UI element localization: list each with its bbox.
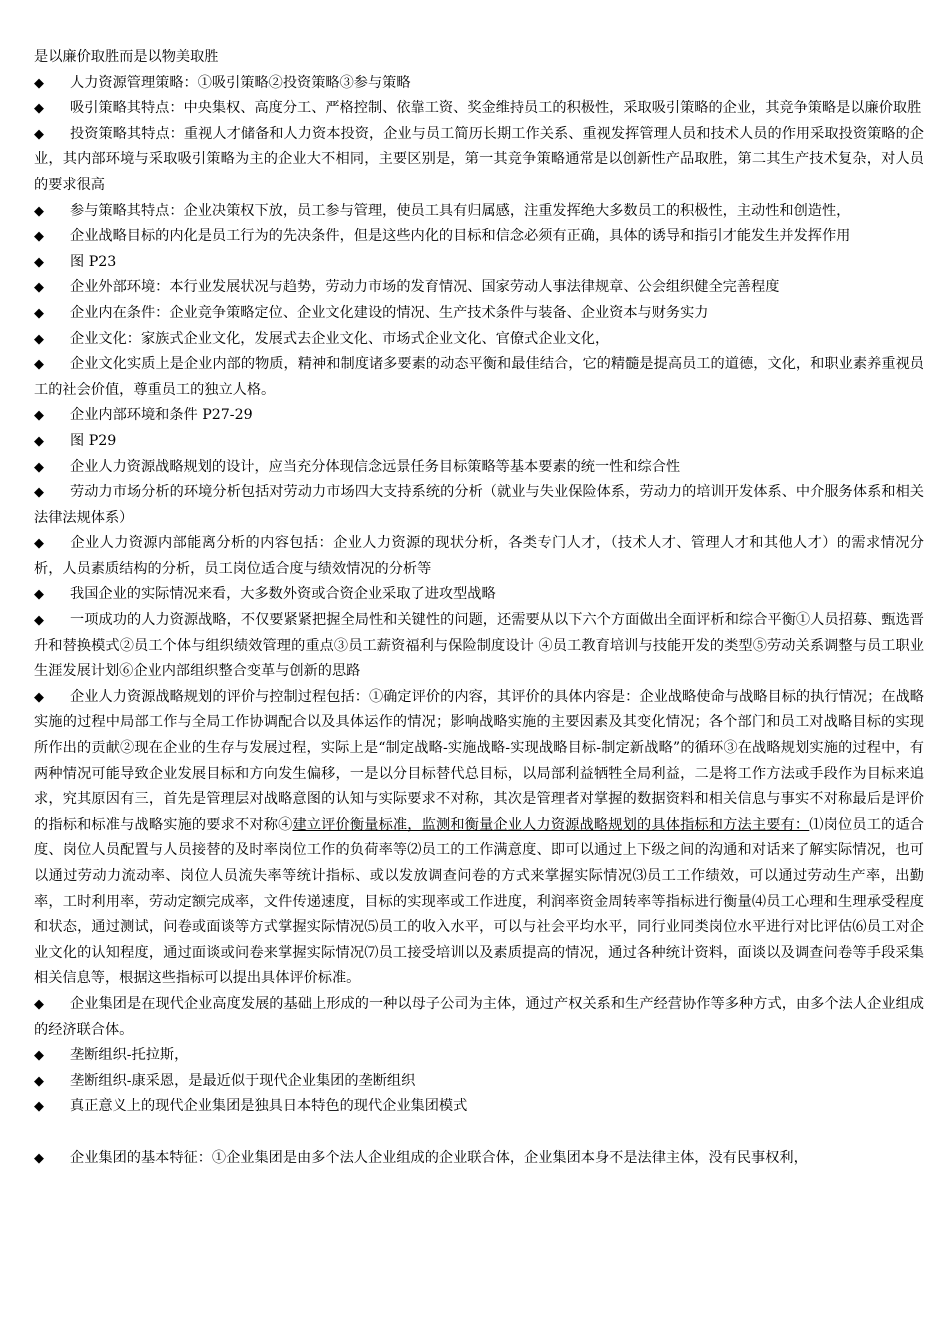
diamond-bullet-icon: ◆	[34, 331, 44, 347]
bullet-item-text: 企业内在条件：企业竞争策略定位、企业文化建设的情况、生产技术条件与装备、企业资本与财务实力	[70, 304, 709, 321]
bullet-item-text: 参与策略其特点：企业决策权下放，员工参与管理，使员工具有归属感，注重发挥绝大多数员工的积极性，主动性和创造性，	[70, 202, 851, 219]
bullet-item-text: 企业文化实质上是企业内部的物质，精神和制度诸多要素的动态平衡和最佳结合，它的精髓是提高员工的道德，文化，和职业素养重视员工的社会价值，尊重员工的独立人格。	[34, 356, 924, 398]
evaluation-text-underlined: 建立评价衡量标准，监测和衡量企业人力资源战略规划的具体指标和方法主要有：	[292, 816, 810, 833]
bullet-item	[34, 992, 924, 1043]
diamond-bullet-icon: ◆	[34, 280, 44, 296]
bullet-item-text: 一项成功的人力资源战略，不仅要紧紧把握全局性和关键性的问题，还需要从以下六个方面做出全面评析和综合平衡①人员招募、甄选晋升和替换模式②员工个体与组织绩效管理的重点③员工薪资福利与保险制度设计 ④员工教育培训与技能开发的类型⑤劳动关系调整与员工职业生涯发展计划⑥企业内部组织整合变革与创新的思路	[34, 612, 924, 680]
bullet-item	[34, 1043, 924, 1069]
diamond-bullet-icon: ◆	[34, 1150, 44, 1166]
diamond-bullet-icon: ◆	[34, 229, 44, 245]
bullet-item-text: 劳动力市场分析的环境分析包括对劳动力市场四大支持系统的分析（就业与失业保险体系，劳动力的培训开发体系、中介服务体系和相关法律法规体系）	[34, 484, 924, 526]
diamond-bullet-icon: ◆	[34, 305, 44, 321]
diamond-bullet-icon: ◆	[34, 1073, 44, 1089]
diamond-bullet-icon: ◆	[34, 203, 44, 219]
group-features-text: 企业集团的基本特征：①企业集团是由多个法人企业组成的企业联合体，企业集团本身不是法律主体，没有民事权利，	[70, 1149, 808, 1166]
bullet-item-text: 图 P23	[70, 253, 117, 270]
bullet-item	[34, 1094, 924, 1120]
bullet-item-text: 我国企业的实际情况来看，大多数外资或合资企业采取了进攻型战略	[70, 586, 496, 603]
bullet-item	[34, 199, 924, 225]
bullet-item-text: 企业人力资源内部能离分析的内容包括：企业人力资源的现状分析，各类专门人才，（技术人才、管理人才和其他人才）的需求情况分析，人员素质结构的分析，员工岗位适合度与绩效情况的分析等	[34, 535, 924, 577]
bullet-item-text: 企业人力资源战略规划的设计，应当充分体现信念远景任务目标策略等基本要素的统一性和综合性	[70, 458, 681, 475]
bullet-item-text: 投资策略其特点：重视人才储备和人力资本投资，企业与员工简历长期工作关系、重视发挥管理人员和技术人员的作用采取投资策略的企业，其内部环境与采取吸引策略为主的企业大不相同，主要区别是，第一其竞争策略通常是以创新性产品取胜，第二其生产技术复杂，对人员的要求很高	[34, 125, 924, 193]
diamond-bullet-icon: ◆	[34, 433, 44, 449]
diamond-bullet-icon: ◆	[34, 126, 44, 142]
bullet-item	[34, 250, 924, 276]
bullet-item	[34, 352, 924, 403]
bullet-item	[34, 301, 924, 327]
bullet-item	[34, 224, 924, 250]
bullet-item-evaluation	[34, 685, 924, 992]
diamond-bullet-icon: ◆	[34, 101, 44, 117]
blank-line	[34, 1120, 924, 1146]
lead-paragraph: 是以廉价取胜而是以物美取胜	[34, 49, 219, 65]
bullet-item-group-features	[34, 1146, 924, 1172]
diamond-bullet-icon: ◆	[34, 485, 44, 501]
diamond-bullet-icon: ◆	[34, 254, 44, 270]
diamond-bullet-icon: ◆	[34, 357, 44, 373]
diamond-bullet-icon: ◆	[34, 996, 44, 1012]
diamond-bullet-icon: ◆	[34, 536, 44, 552]
bullet-item-text: 真正意义上的现代企业集团是独具日本特色的现代企业集团模式	[70, 1098, 468, 1115]
bullet-item	[34, 582, 924, 608]
bullet-item	[34, 455, 924, 481]
bullet-item-text: 垄断组织-康采恩，是最近似于现代企业集团的垄断组织	[70, 1072, 416, 1089]
bullet-item-text: 人力资源管理策略：①吸引策略②投资策略③参与策略	[70, 74, 411, 91]
diamond-bullet-icon: ◆	[34, 459, 44, 475]
diamond-bullet-icon: ◆	[34, 408, 44, 424]
bullet-item-text: 企业文化：家族式企业文化，发展式去企业文化、市场式企业文化、官僚式企业文化，	[70, 330, 610, 347]
diamond-bullet-icon: ◆	[34, 1099, 44, 1115]
bullet-item-text: 企业集团是在现代企业高度发展的基础上形成的一种以母子公司为主体，通过产权关系和生产经营协作等多种方式，由多个法人企业组成的经济联合体。	[34, 995, 924, 1038]
diamond-bullet-icon: ◆	[34, 75, 44, 91]
bullet-item	[34, 480, 924, 531]
bullet-item	[34, 327, 924, 353]
bullet-item	[34, 1069, 924, 1095]
diamond-bullet-icon: ◆	[34, 689, 44, 705]
bullet-item-text: 企业战略目标的内化是员工行为的先决条件，但是这些内化的目标和信念必须有正确，具体的诱导和指引才能发生并发挥作用	[70, 228, 851, 245]
bullet-item	[34, 122, 924, 199]
bullet-item-text: 企业内部环境和条件 P27-29	[70, 407, 253, 424]
diamond-bullet-icon: ◆	[34, 613, 44, 629]
bullet-item-text: 吸引策略其特点：中央集权、高度分工、严格控制、依靠工资、奖金维持员工的积极性，采取吸引策略的企业，其竞争策略是以廉价取胜	[70, 100, 922, 117]
diamond-bullet-icon: ◆	[34, 1048, 44, 1064]
bullet-item	[34, 429, 924, 455]
bullet-list-part-2	[34, 992, 924, 1120]
evaluation-text-before: 企业人力资源战略规划的评价与控制过程包括：①确定评价的内容，其评价的具体内容是：企业战略使命与战略目标的执行情况；在战略实施的过程中局部工作与全局工作协调配合以及具体运作的情况；影响战略实施的主要因素及其变化情况；各个部门和员工对战略目标的实现所作出的贡献②现在企业的生存与发展过程，实际上是“制定战略-实施战略-实现战略目标-制定新战略”的循环③在战略规划实施的过程中，有两种情况可能导致企业发展目标和方向发生偏移，一是以分目标替代总目标，以局部利益牺牲全局利益，二是将工作方法或手段作为目标来追求，究其原因有三，首先是管理层对战略意图的认知与实际要求不对称，其次是管理者对掌握的数据资料和相关信息与事实不对称最后是评价的指标和标准与战略实施的要求不对称④	[34, 688, 924, 833]
bullet-item	[34, 403, 924, 429]
bullet-item	[34, 96, 924, 122]
bullet-list-part-1	[34, 71, 924, 685]
diamond-bullet-icon: ◆	[34, 587, 44, 603]
bullet-item-text: 图 P29	[70, 432, 117, 449]
bullet-item	[34, 608, 924, 685]
document-body	[34, 45, 924, 1171]
bullet-item	[34, 531, 924, 582]
evaluation-text-after: ⑴岗位员工的适合度、岗位人员配置与人员接替的及时率岗位工作的负荷率等⑵员工的工作满意度、即可以通过上下级之间的沟通和对话来了解实际情况，也可以通过劳动力流动率、岗位人员流失率等统计指标、或以发放调查问卷的方式来掌握实际情况⑶员工工作绩效，可以通过劳动生产率，出勤率，工时利用率，劳动定额完成率，文件传递速度，目标的实现率或工作进度，利润率资金周转率等指标进行衡量⑷员工心理和生理承受程度和状态，通过测试，问卷或面谈等方式掌握实际情况⑸员工的收入水平，可以与社会平均水平，同行业同类岗位水平进行对比评估⑹员工对企业文化的认知程度，通过面谈或问卷来掌握实际情况⑺员工接受培训以及素质提高的情况，通过各种统计资料，面谈以及调查问卷等手段采集相关信息等，根据这些指标可以提出具体评价标准。	[34, 816, 924, 987]
bullet-item	[34, 71, 924, 97]
bullet-item-text: 企业外部环境：本行业发展状况与趋势，劳动力市场的发育情况、国家劳动人事法律规章、公会组织健全完善程度	[70, 279, 780, 296]
bullet-item-text: 垄断组织-托拉斯，	[70, 1047, 189, 1064]
bullet-item	[34, 275, 924, 301]
